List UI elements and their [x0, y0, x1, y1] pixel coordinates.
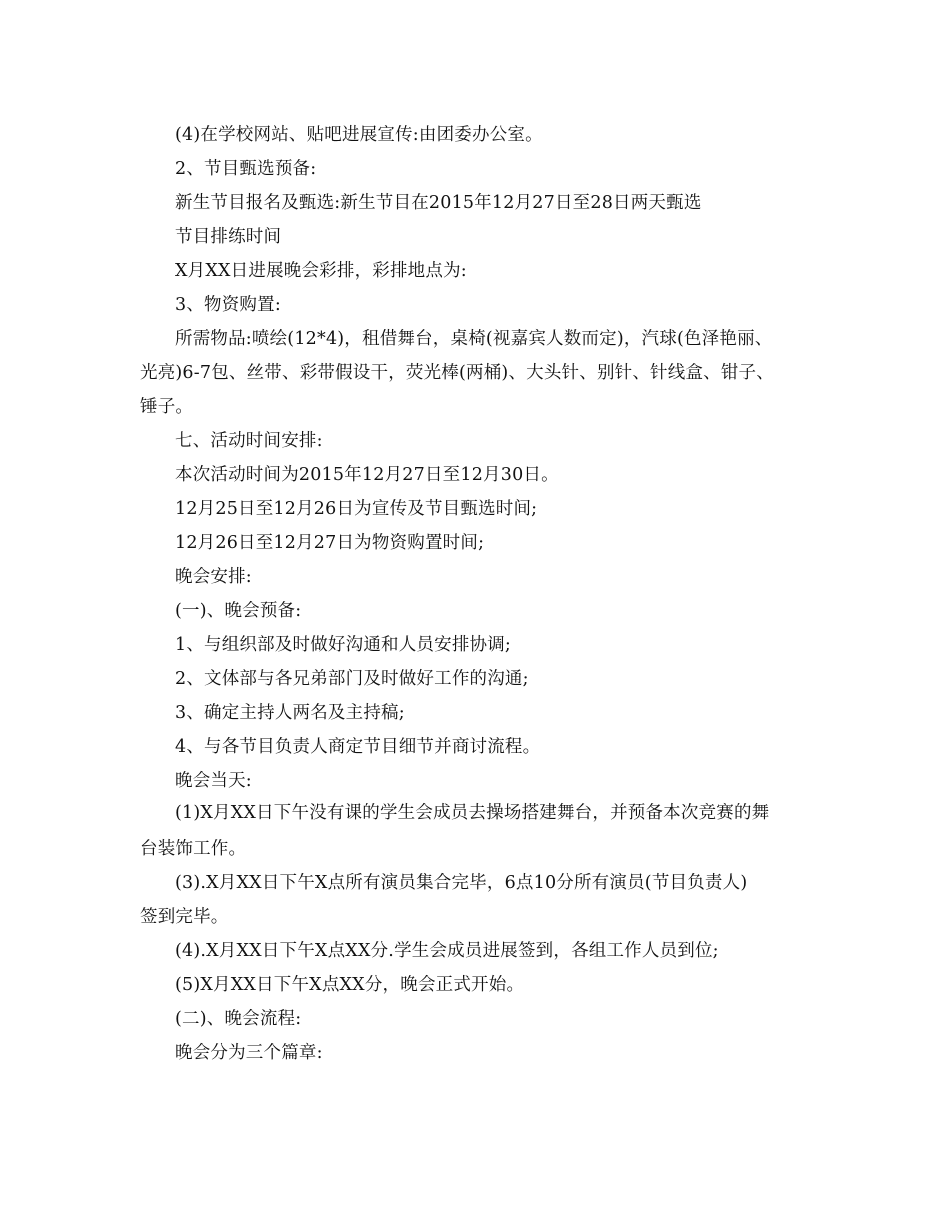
paragraph-line: 锤子。 — [140, 397, 194, 417]
paragraph-line: 1、与组织部及时做好沟通和人员安排协调; — [175, 635, 512, 655]
paragraph-line: 2、文体部与各兄弟部门及时做好工作的沟通; — [175, 669, 529, 689]
paragraph-line: (3).X月XX日下午X点所有演员集合完毕，6点10分所有演员(节目负责人) — [175, 873, 748, 893]
paragraph-line: 3、物资购置: — [175, 295, 281, 315]
paragraph-line: 签到完毕。 — [140, 907, 229, 927]
paragraph-line: 所需物品:喷绘(12*4)，租借舞台，桌椅(视嘉宾人数而定)，汽球(色泽艳丽、 — [175, 329, 773, 349]
paragraph-line: (5)X月XX日下午X点XX分，晚会正式开始。 — [175, 975, 525, 995]
paragraph-line: 节目排练时间 — [175, 227, 282, 247]
paragraph-line: (4)在学校网站、贴吧进展宣传:由团委办公室。 — [175, 125, 543, 145]
paragraph-line: 4、与各节目负责人商定节目细节并商讨流程。 — [175, 737, 541, 757]
paragraph-line: (二)、晚会流程: — [175, 1009, 302, 1029]
paragraph-line: (4).X月XX日下午X点XX分.学生会成员进展签到，各组工作人员到位; — [175, 941, 719, 961]
paragraph-line: (1)X月XX日下午没有课的学生会成员去操场搭建舞台，并预备本次竞赛的舞 — [175, 803, 770, 823]
paragraph-line: 晚会分为三个篇章: — [175, 1043, 323, 1063]
paragraph-line: 2、节目甄选预备: — [175, 159, 317, 179]
paragraph-line: 光亮)6-7包、丝带、彩带假设干，荧光棒(两桶)、大头针、别针、针线盒、钳子、 — [140, 363, 774, 383]
paragraph-line: X月XX日进展晚会彩排，彩排地点为: — [175, 261, 467, 281]
paragraph-line: 新生节目报名及甄选:新生节目在2015年12月27日至28日两天甄选 — [175, 193, 702, 213]
paragraph-line: 12月25日至12月26日为宣传及节目甄选时间; — [175, 499, 538, 519]
paragraph-line: 本次活动时间为2015年12月27日至12月30日。 — [175, 465, 559, 485]
paragraph-line: 12月26日至12月27日为物资购置时间; — [175, 533, 485, 553]
paragraph-line: 七、活动时间安排: — [175, 431, 323, 451]
paragraph-line: 晚会当天: — [175, 771, 252, 791]
paragraph-line: 晚会安排: — [175, 567, 252, 587]
paragraph-line: 3、确定主持人两名及主持稿; — [175, 703, 405, 723]
paragraph-line: (一)、晚会预备: — [175, 601, 302, 621]
paragraph-line: 台装饰工作。 — [140, 839, 247, 859]
